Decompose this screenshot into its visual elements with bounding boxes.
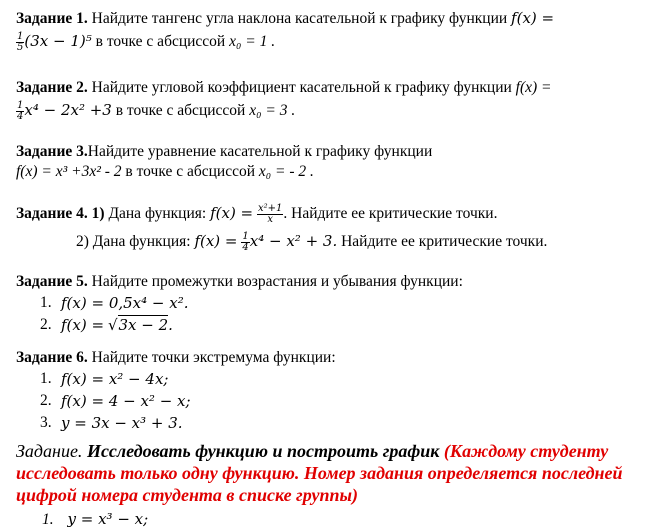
task-4-item-1-tail: . Найдите ее критические точки.	[283, 205, 498, 222]
task-5-list	[16, 292, 643, 336]
task-5-item-2-radicand: 3x − 2	[118, 316, 169, 334]
final-task-item-expr: y = x³ − x;	[67, 510, 149, 528]
task-3-tail: в точке с абсциссой	[125, 163, 256, 180]
final-task-heading: Исследовать функцию и построить график	[86, 441, 440, 461]
task-4-item-1-frac-num: x²+1	[258, 202, 283, 214]
task-3	[16, 142, 643, 182]
task-4-label: Задание 4.	[16, 205, 88, 222]
task-3-func: f(x) = x³ +3x² - 2	[16, 163, 122, 180]
task-4-item-2-text: Дана функция:	[92, 233, 191, 250]
task-3-text: Найдите уравнение касательной к графику функции	[87, 143, 433, 160]
list-item: 2. f(x) = √3x − 2.	[40, 316, 173, 334]
list-item: 1. f(x) = 0,5x⁴ − x².	[40, 294, 189, 312]
task-4-item-1-fraction	[257, 204, 283, 225]
task-4-item-1-number: 1)	[91, 205, 105, 222]
task-3-x0: x₀	[258, 163, 272, 180]
task-2-label: Задание 2.	[16, 79, 88, 96]
task-1-func-rhs: (3x − 1)⁵	[24, 32, 92, 50]
task-2-frac-num: 1	[17, 99, 24, 111]
task-5-item-2-tail: .	[168, 316, 173, 334]
task-4-item-2-frac-den: 4	[242, 241, 249, 253]
task-1-frac-den: 5	[17, 41, 24, 53]
final-task	[16, 440, 645, 531]
task-1-value: = 1 .	[245, 33, 276, 50]
task-1-label: Задание 1.	[16, 10, 88, 27]
task-2-text: Найдите угловой коэффициент касательной к графику функции	[91, 79, 512, 96]
task-5-item-1-expr: f(x) = 0,5x⁴ − x².	[61, 294, 189, 312]
final-task-item	[16, 508, 645, 531]
task-4-item-2-number: 2)	[76, 233, 89, 250]
task-1-x0: x₀	[229, 33, 242, 50]
task-4-item-2-frac-num: 1	[242, 230, 249, 242]
task-2-tail: в точке с абсциссой	[115, 102, 246, 119]
final-task-item-number: 1.	[42, 511, 54, 528]
task-3-label: Задание 3.	[16, 143, 88, 160]
sqrt-sign-icon: √	[107, 316, 118, 334]
task-6-item-3-expr: y = 3x − x³ + 3.	[61, 414, 183, 432]
task-5-text: Найдите промежутки возрастания и убывания функции:	[91, 273, 463, 290]
task-4-item-2-fraction	[241, 232, 249, 253]
list-item: 3. y = 3x − x³ + 3.	[40, 414, 183, 432]
task-4-item-1-frac-den: x	[267, 213, 274, 225]
task-2-frac-den: 4	[17, 110, 24, 122]
final-task-label: Задание.	[16, 441, 83, 461]
task-1-tail: в точке с абсциссой	[95, 33, 226, 50]
task-6-text: Найдите точки экстремума функции:	[91, 349, 336, 366]
task-1-text: Найдите тангенс угла наклона касательной к графику функции	[91, 10, 508, 27]
task-4-item-2-rhs: x⁴ − x² + 3.	[249, 232, 338, 250]
task-6	[16, 348, 643, 434]
list-item: 1. f(x) = x² − 4x;	[40, 370, 169, 388]
task-3-value: = - 2 .	[275, 163, 314, 180]
task-4-item-1-text: Дана функция:	[108, 205, 207, 222]
task-1-frac-num: 1	[17, 30, 24, 42]
task-6-label: Задание 6.	[16, 349, 88, 366]
task-4-item-1-lhs: f(x) =	[210, 204, 254, 222]
task-6-item-1-expr: f(x) = x² − 4x;	[61, 370, 169, 388]
task-6-item-2-expr: f(x) = 4 − x² − x;	[61, 392, 191, 410]
final-task-note: (Каждому студенту исследовать только одну функцию. Номер задания определяется последней цифрой номера студента в списке группы)	[16, 441, 623, 505]
task-4-item-2-tail: Найдите ее критические точки.	[341, 233, 548, 250]
task-2-value: = 3 .	[265, 102, 296, 119]
task-6-list	[16, 368, 643, 434]
task-2-func-rhs: x⁴ − 2x² +3	[24, 101, 112, 119]
task-5-item-2-lhs: f(x) =	[61, 316, 105, 334]
task-2-x0: x₀	[249, 102, 262, 119]
task-4	[16, 200, 643, 254]
task-5	[16, 272, 643, 336]
list-item: 2. f(x) = 4 − x² − x;	[40, 392, 191, 410]
task-4-item-2-lhs: f(x) =	[194, 232, 238, 250]
task-5-label: Задание 5.	[16, 273, 88, 290]
task-1	[16, 8, 643, 53]
task-2	[16, 78, 643, 122]
task-1-func-lhs: f(x) =	[511, 9, 555, 27]
task-2-func-lhs: f(x) =	[515, 79, 552, 96]
